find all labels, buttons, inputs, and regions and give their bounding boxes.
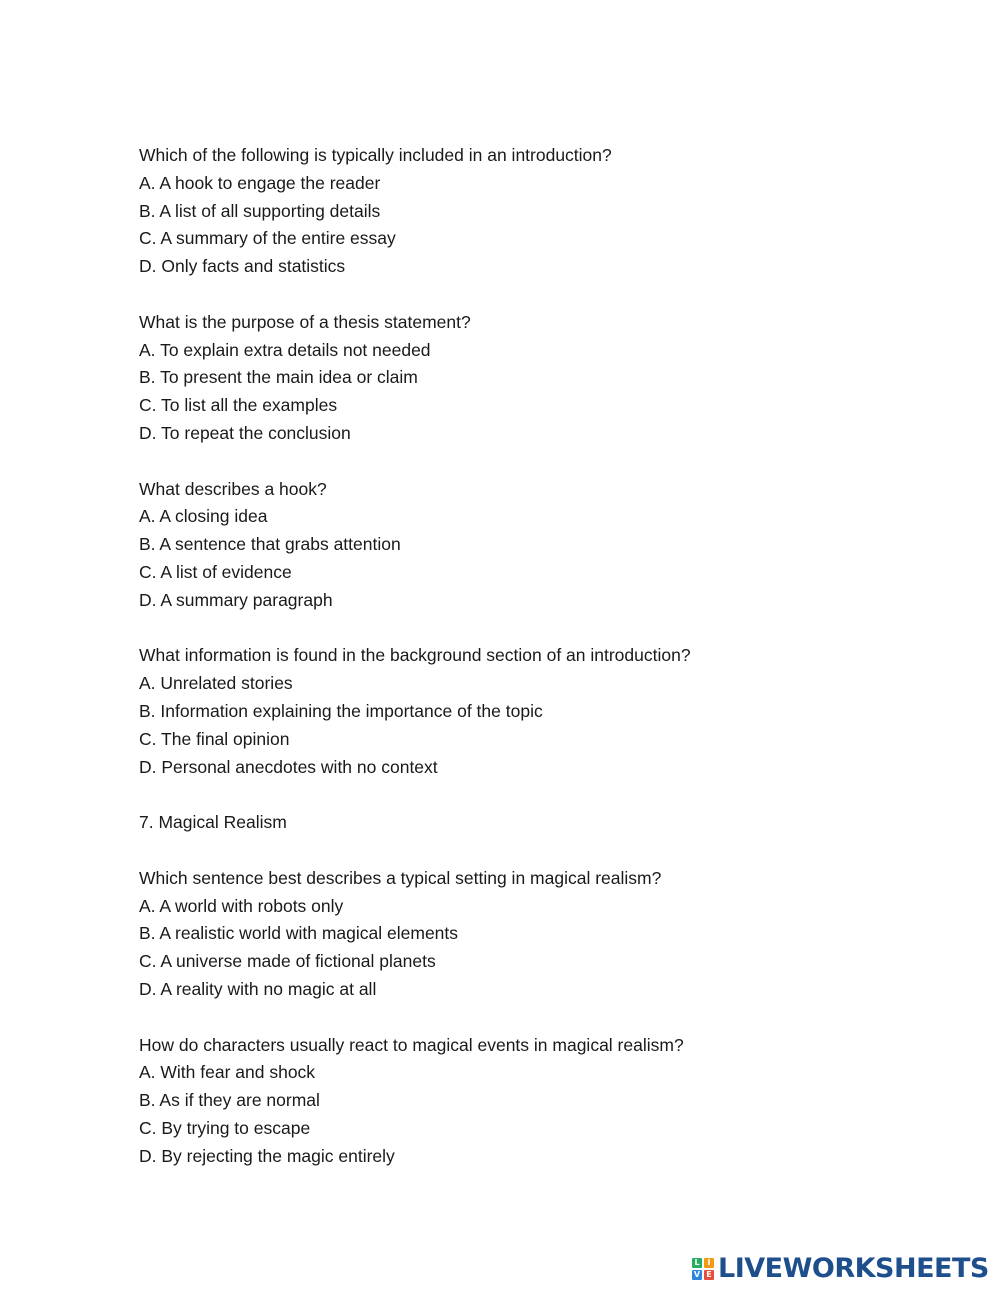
question-text: What information is found in the background section of an introduction? (139, 645, 691, 666)
answer-option: D. To repeat the conclusion (139, 422, 351, 443)
question-text: Which sentence best describes a typical setting in magical realism? (139, 867, 662, 888)
answer-option: D. Personal anecdotes with no context (139, 756, 438, 777)
answer-option: B. A list of all supporting details (139, 200, 381, 221)
answer-option: C. A summary of the entire essay (139, 228, 396, 249)
spacer (139, 281, 899, 309)
answer-option: C. The final opinion (139, 728, 290, 749)
logo-text: LIVEWORKSHEETS (718, 1253, 989, 1284)
spacer (139, 1004, 899, 1032)
spacer (139, 615, 899, 643)
answer-option: B. A realistic world with magical elements (139, 923, 459, 944)
answer-option: D. By rejecting the magic entirely (139, 1145, 395, 1166)
answer-option: A. A world with robots only (139, 895, 344, 916)
question-text: How do characters usually react to magical events in magical realism? (139, 1034, 684, 1055)
answer-option: A. A closing idea (139, 506, 268, 527)
answer-option: B. Information explaining the importance of the topic (139, 700, 543, 721)
question-text: What is the purpose of a thesis statement? (139, 311, 471, 332)
logo-letter-l: L (692, 1258, 702, 1268)
answer-option: C. A list of evidence (139, 561, 292, 582)
spacer (139, 448, 899, 476)
question-text: Which of the following is typically included in an introduction? (139, 145, 612, 165)
answer-option: A. With fear and shock (139, 1062, 316, 1083)
section-heading: 7. Magical Realism (139, 812, 287, 833)
answer-option: C. To list all the examples (139, 395, 338, 416)
answer-option: B. As if they are normal (139, 1090, 320, 1111)
spacer (139, 781, 899, 809)
answer-option: C. By trying to escape (139, 1117, 311, 1138)
question-text: What describes a hook? (139, 478, 327, 499)
answer-option: D. A summary paragraph (139, 589, 333, 610)
spacer (139, 837, 899, 865)
answer-option: B. A sentence that grabs attention (139, 534, 401, 555)
answer-option: A. Unrelated stories (139, 673, 293, 694)
worksheet-content (139, 142, 899, 1170)
logo-letter-i: I (704, 1258, 714, 1268)
answer-option: C. A universe made of fictional planets (139, 951, 436, 972)
answer-option: B. To present the main idea or claim (139, 367, 418, 388)
logo-letter-e: E (704, 1270, 714, 1280)
answer-option: A. A hook to engage the reader (139, 172, 381, 193)
logo-letter-v: V (693, 1270, 701, 1279)
answer-option: D. Only facts and statistics (139, 256, 346, 277)
liveworksheets-logo (692, 1254, 989, 1284)
answer-option: D. A reality with no magic at all (139, 978, 377, 999)
answer-option: A. To explain extra details not needed (139, 339, 431, 360)
logo-mark-icon (692, 1258, 714, 1280)
